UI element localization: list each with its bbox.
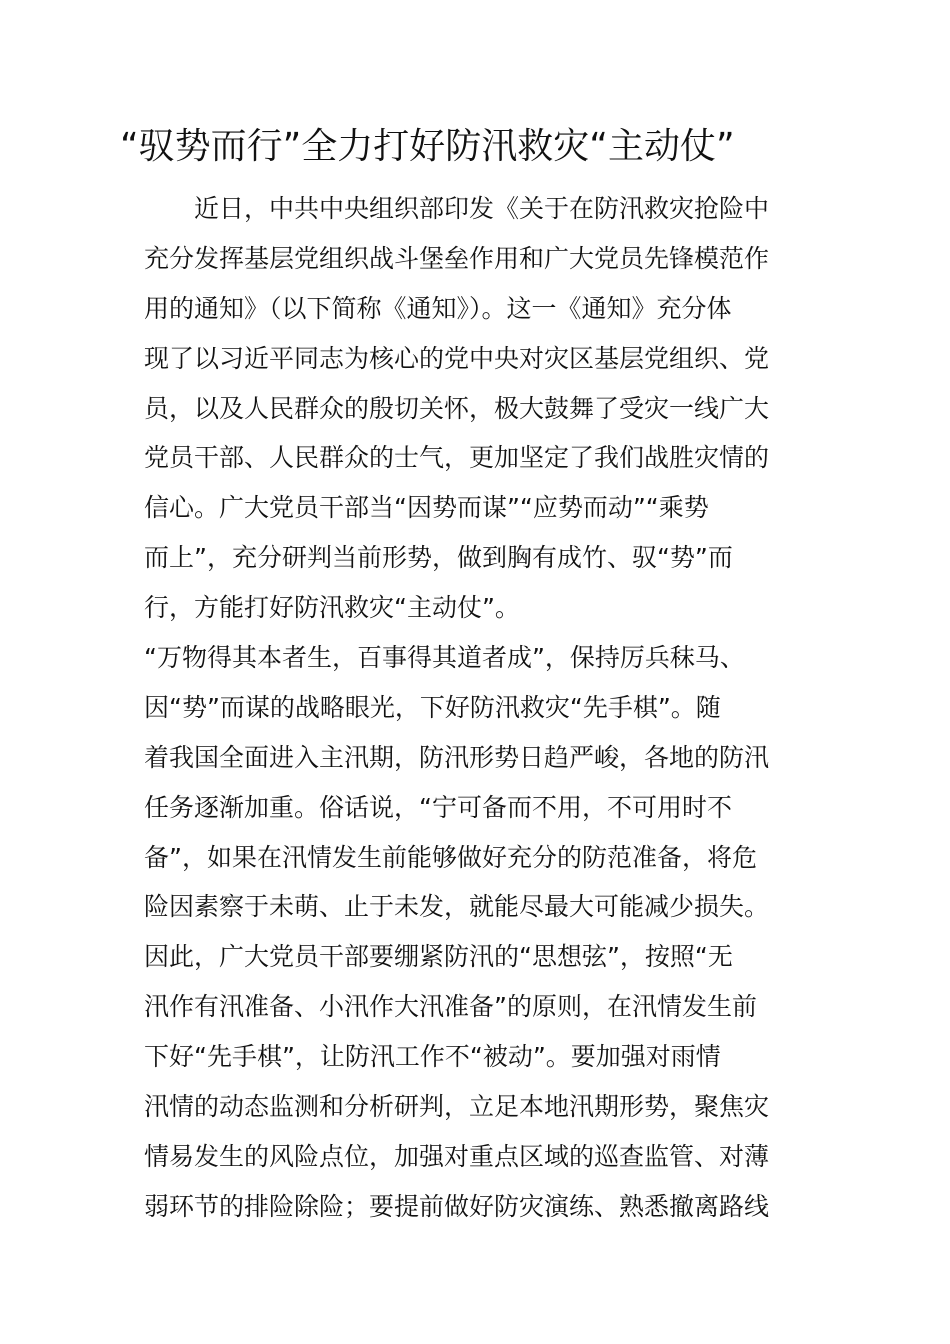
paragraph-line: 因“势”而谋的战略眼光，下好防汛救灾“先手棋”。随	[144, 692, 721, 722]
paragraph-line: 情易发生的风险点位，加强对重点区域的巡查监管、对薄	[144, 1141, 770, 1171]
paragraph-line: 汛情的动态监测和分析研判，立足本地汛期形势，聚焦灾	[144, 1092, 770, 1122]
paragraph-line: 行，方能打好防汛救灾“主动仗”。	[144, 593, 520, 623]
paragraph-line: 汛作有汛准备、小汛作大汛准备”的原则，在汛情发生前	[144, 992, 757, 1022]
paragraph-line: 备”，如果在汛情发生前能够做好充分的防范准备，将危	[144, 842, 757, 872]
paragraph-line: “万物得其本者生，百事得其道者成”，保持厉兵秣马、	[144, 643, 745, 673]
paragraph-line: 下好“先手棋”，让防汛工作不“被动”。要加强对雨情	[144, 1042, 721, 1072]
paragraph-line: 用的通知》（以下简称《通知》）。这一《通知》充分体	[144, 293, 732, 323]
paragraph-line: 险因素察于未萌、止于未发，就能尽最大可能减少损失。	[144, 892, 770, 922]
paragraph-line: 任务逐渐加重。俗话说，“宁可备而不用，不可用时不	[144, 792, 732, 822]
paragraph-line: 着我国全面进入主汛期，防汛形势日趋严峻，各地的防汛	[144, 742, 770, 772]
article-title: “驭势而行”全力打好防汛救灾“主动仗”	[120, 126, 735, 167]
paragraph-line: 因此，广大党员干部要绷紧防汛的“思想弦”，按照“无	[144, 942, 733, 972]
paragraph-line: 员，以及人民群众的殷切关怀，极大鼓舞了受灾一线广大	[144, 393, 770, 423]
paragraph-line: 党员干部、人民群众的士气，更加坚定了我们战胜灾情的	[144, 443, 770, 473]
paragraph-line: 弱环节的排险除险；要提前做好防灾演练、熟悉撤离路线	[144, 1191, 770, 1221]
article-body	[144, 184, 806, 1232]
paragraph-line: 信心。广大党员干部当“因势而谋”“应势而动”“乘势	[144, 493, 709, 523]
paragraph-line: 现了以习近平同志为核心的党中央对灾区基层党组织、党	[144, 343, 770, 373]
paragraph-line: 而上”，充分研判当前形势，做到胸有成竹、驭“势”而	[144, 543, 733, 573]
paragraph-line: 近日，中共中央组织部印发《关于在防汛救灾抢险中	[144, 194, 770, 223]
paragraph-line: 充分发挥基层党组织战斗堡垒作用和广大党员先锋模范作	[144, 243, 770, 273]
